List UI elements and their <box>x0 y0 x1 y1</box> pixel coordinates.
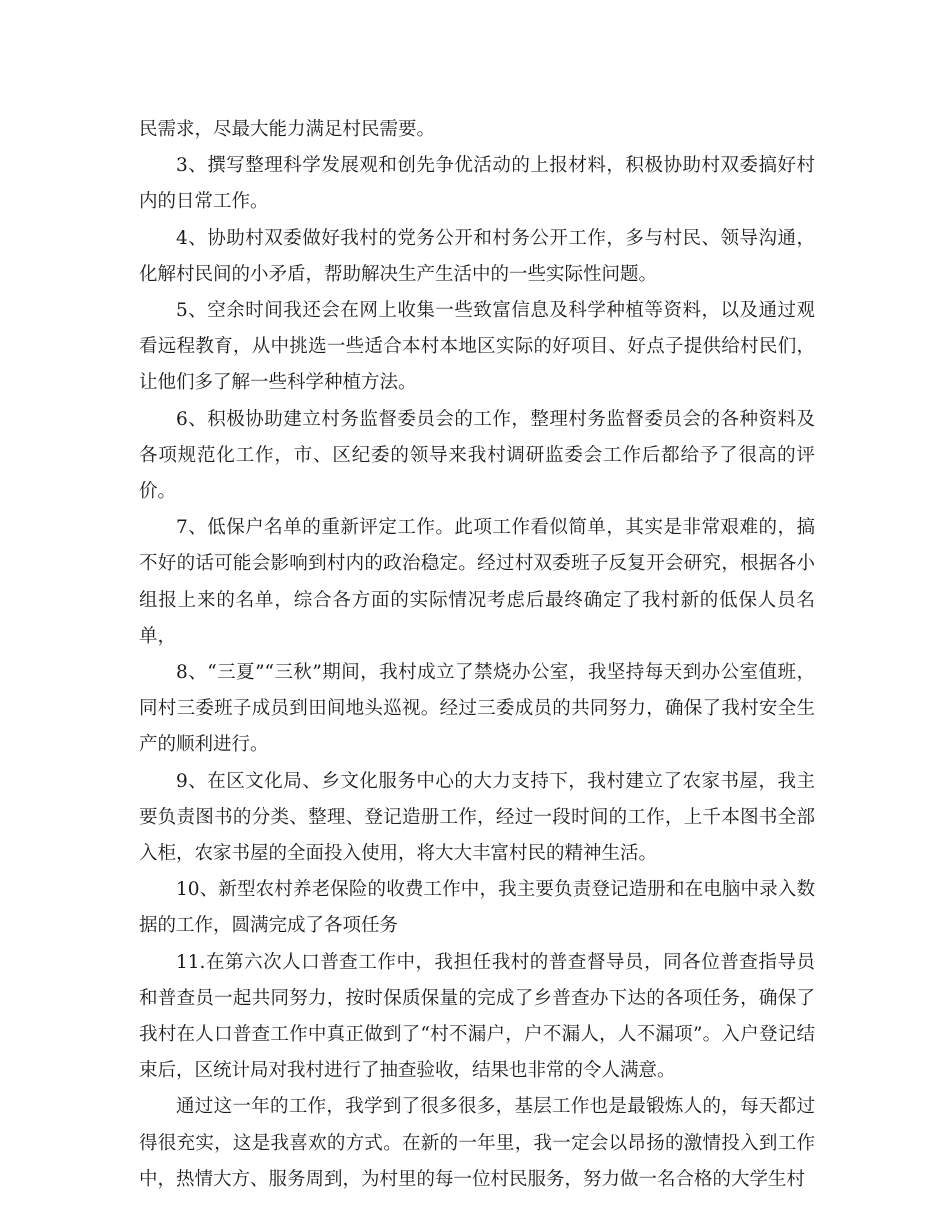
paragraph-item-11: 11.在第六次人口普查工作中，我担任我村的普查督导员，同各位普查指导员和普查员一起共同努力，按时保质保量的完成了乡普查办下达的各项任务，确保了我村在人口普查工作中真正做到了“村不漏户，户不漏人，人不漏项”。入户登记结束后，区统计局对我村进行了抽查验收，结果也非常的令人满意。 <box>139 951 815 1082</box>
paragraph-item-8: 8、“三夏”“三秋”期间，我村成立了禁烧办公室，我坚持每天到办公室值班，同村三委班子成员到田间地头巡视。经过三委成员的共同努力，确保了我村安全生产的顺利进行。 <box>139 662 815 756</box>
paragraph-item-3: 3、撰写整理科学发展观和创先争优活动的上报材料，积极协助村双委搞好村内的日常工作。 <box>139 155 815 213</box>
paragraph-item-9: 9、在区文化局、乡文化服务中心的大力支持下，我村建立了农家书屋，我主要负责图书的分类、整理、登记造册工作，经过一段时间的工作，上千本图书全部入柜，农家书屋的全面投入使用，将大大丰富村民的精神生活。 <box>139 770 815 865</box>
paragraph-item-5: 5、空余时间我还会在网上收集一些致富信息及科学种植等资料，以及通过观看远程教育，从中挑选一些适合本村本地区实际的好项目、好点子提供给村民们，让他们多了解一些科学种植方法。 <box>139 300 815 394</box>
paragraph-continuation: 民需求，尽最大能力满足村民需要。 <box>139 119 436 140</box>
paragraph-item-6: 6、积极协助建立村务监督委员会的工作，整理村务监督委员会的各种资料及各项规范化工作，市、区纪委的领导来我村调研监委会工作后都给予了很高的评价。 <box>139 408 815 503</box>
paragraph-item-7: 7、低保户名单的重新评定工作。此项工作看似简单，其实是非常艰难的，搞不好的话可能会影响到村内的政治稳定。经过村双委班子反复开会研究，根据各小组报上来的名单，综合各方面的实际情况考虑后最终确定了我村新的低保人员名单， <box>139 517 815 647</box>
paragraph-item-4: 4、协助村双委做好我村的党务公开和村务公开工作，多与村民、领导沟通，化解村民间的小矛盾，帮助解决生产生活中的一些实际性问题。 <box>139 227 815 285</box>
paragraph-item-10: 10、新型农村养老保险的收费工作中，我主要负责登记造册和在电脑中录入数据的工作，圆满完成了各项任务 <box>139 879 815 937</box>
document-body <box>139 112 815 1198</box>
paragraph-summary: 通过这一年的工作，我学到了很多很多，基层工作也是最锻炼人的，每天都过得很充实，这是我喜欢的方式。在新的一年里，我一定会以昂扬的激情投入到工作中，热情大方、服务周到，为村里的每一位村民服务，努力做一名合格的大学生村 <box>139 1096 815 1190</box>
